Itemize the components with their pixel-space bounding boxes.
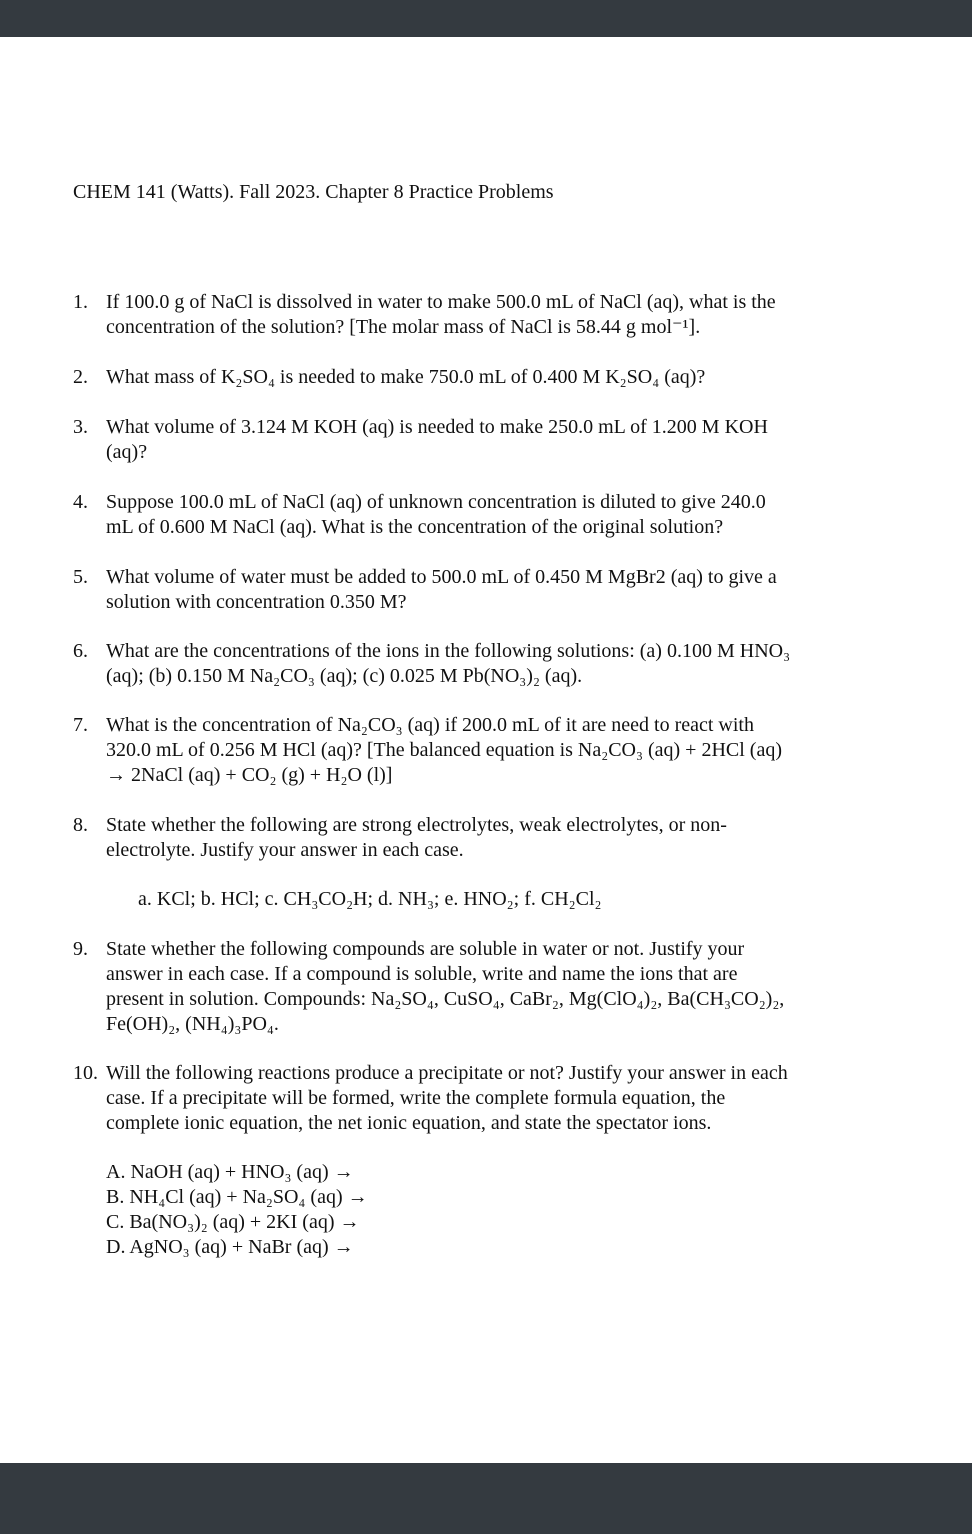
- question-line: Suppose 100.0 mL of NaCl (aq) of unknown concentration is diluted to give 240.0: [106, 491, 766, 513]
- question-3: [73, 415, 863, 465]
- question-number: 1.: [73, 291, 88, 313]
- question-4: [73, 490, 863, 540]
- question-line: answer in each case. If a compound is soluble, write and name the ions that are: [106, 963, 738, 985]
- question-line: If 100.0 g of NaCl is dissolved in water to make 500.0 mL of NaCl (aq), what is the: [106, 291, 776, 313]
- question-line: 320.0 mL of 0.256 M HCl (aq)? [The balanced equation is Na₂CO₃ (aq) + 2HCl (aq): [106, 739, 782, 761]
- question-line: electrolyte. Justify your answer in each case.: [106, 839, 464, 861]
- question-line: What volume of 3.124 M KOH (aq) is needed to make 250.0 mL of 1.200 M KOH: [106, 416, 768, 438]
- question-line: → 2NaCl (aq) + CO₂ (g) + H₂O (l)]: [106, 764, 393, 786]
- question-number: 3.: [73, 416, 88, 438]
- question-number: 8.: [73, 814, 88, 836]
- question-5: [73, 565, 863, 615]
- reaction-item: A. NaOH (aq) + HNO₃ (aq) →: [106, 1161, 354, 1183]
- reaction-item: B. NH₄Cl (aq) + Na₂SO₄ (aq) →: [106, 1186, 368, 1208]
- question-7: [73, 713, 863, 788]
- question-line: State whether the following compounds are soluble in water or not. Justify your: [106, 938, 745, 960]
- question-number: 9.: [73, 938, 88, 960]
- question-line: What volume of water must be added to 500.0 mL of 0.450 M MgBr2 (aq) to give a: [106, 566, 777, 588]
- question-number: 5.: [73, 566, 88, 588]
- question-number: 4.: [73, 491, 88, 513]
- question-text: [106, 1061, 866, 1136]
- question-text: [106, 937, 866, 1037]
- question-6: [73, 639, 863, 689]
- electrolyte-list: a. KCl; b. HCl; c. CH₃CO₂H; d. NH₃; e. HNO₂; f. CH₂Cl₂: [138, 888, 602, 910]
- question-number: 2.: [73, 366, 88, 388]
- question-line: What are the concentrations of the ions in the following solutions: (a) 0.100 M HNO₃: [106, 640, 791, 662]
- reaction-item: C. Ba(NO₃)₂ (aq) + 2KI (aq) →: [106, 1211, 360, 1233]
- question-line: (aq); (b) 0.150 M Na₂CO₃ (aq); (c) 0.025 M Pb(NO₃)₂ (aq).: [106, 665, 583, 687]
- question-line: What mass of K₂SO₄ is needed to make 750.0 mL of 0.400 M K₂SO₄ (aq)?: [106, 366, 706, 388]
- question-line: concentration of the solution? [The molar mass of NaCl is 58.44 g mol⁻¹].: [106, 316, 701, 338]
- question-line: mL of 0.600 M NaCl (aq). What is the concentration of the original solution?: [106, 516, 724, 538]
- question-line: (aq)?: [106, 441, 148, 463]
- viewer-bottom-bar: [0, 1463, 972, 1534]
- question-text: [106, 490, 866, 540]
- question-line: Will the following reactions produce a precipitate or not? Justify your answer in each: [106, 1062, 788, 1084]
- reaction-item: D. AgNO₃ (aq) + NaBr (aq) →: [106, 1236, 354, 1258]
- question-1: [73, 290, 863, 340]
- document-title: CHEM 141 (Watts). Fall 2023. Chapter 8 Practice Problems: [73, 181, 554, 203]
- question-line: State whether the following are strong electrolytes, weak electrolytes, or non-: [106, 814, 727, 836]
- question-line: complete ionic equation, the net ionic equation, and state the spectator ions.: [106, 1112, 712, 1134]
- question-number: 10.: [73, 1062, 98, 1084]
- viewer-top-bar: [0, 0, 972, 37]
- question-9: [73, 937, 863, 1037]
- question-text: [106, 365, 866, 390]
- question-line: case. If a precipitate will be formed, write the complete formula equation, the: [106, 1087, 726, 1109]
- question-number: 6.: [73, 640, 88, 662]
- question-line: solution with concentration 0.350 M?: [106, 591, 407, 613]
- question-2: [73, 365, 863, 390]
- question-text: [106, 565, 866, 615]
- question-10: [73, 1061, 863, 1136]
- question-line: present in solution. Compounds: Na₂SO₄, CuSO₄, CaBr₂, Mg(ClO₄)₂, Ba(CH₃CO₂)₂,: [106, 988, 785, 1010]
- question-number: 7.: [73, 714, 88, 736]
- question-text: [106, 713, 866, 788]
- question-line: What is the concentration of Na₂CO₃ (aq) if 200.0 mL of it are need to react with: [106, 714, 754, 736]
- question-text: [106, 290, 866, 340]
- question-8: [73, 813, 863, 863]
- reaction-list: [106, 1160, 368, 1260]
- question-text: [106, 415, 866, 465]
- question-line: Fe(OH)₂, (NH₄)₃PO₄.: [106, 1013, 279, 1035]
- question-text: [106, 639, 866, 689]
- question-text: [106, 813, 866, 863]
